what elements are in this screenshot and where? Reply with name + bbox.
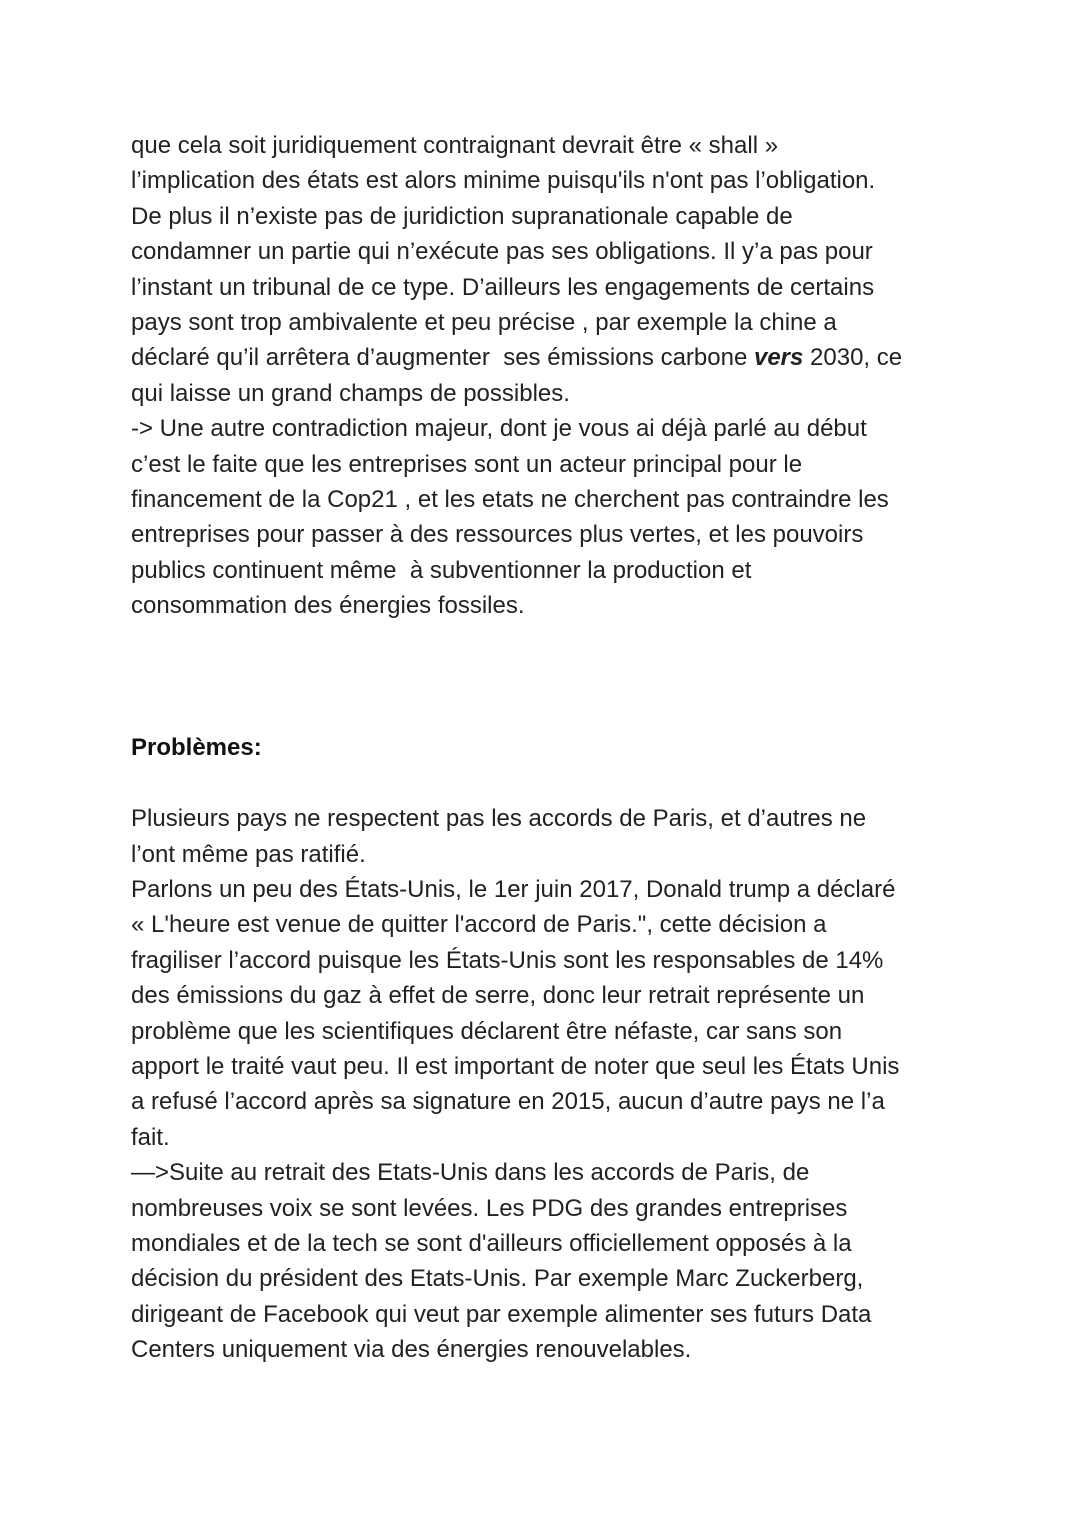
text-line: que cela soit juridiquement contraignant devrait être « shall » [131, 132, 779, 159]
section-heading: Problèmes: [131, 733, 262, 761]
text-line: financement de la Cop21 , et les etats ne cherchent pas contraindre les [131, 486, 889, 514]
text-line: l’instant un tribunal de ce type. D’ailleurs les engagements de certains [131, 273, 875, 301]
text-line: fragiliser l’accord puisque les États-Unis sont les responsables de 14% [131, 946, 884, 974]
text-line: condamner un partie qui n’exécute pas ses obligations. Il y’a pas pour [131, 238, 873, 266]
section-spacer [131, 765, 991, 801]
paragraph-problems [131, 801, 991, 1368]
text-line: dirigeant de Facebook qui veut par exemple alimenter ses futurs Data [131, 1300, 872, 1328]
paragraph-legal-obligations [131, 128, 991, 624]
text-line: consommation des énergies fossiles. [131, 592, 525, 620]
text-line: fait. [131, 1123, 170, 1151]
text-line: entreprises pour passer à des ressources plus vertes, et les pouvoirs [131, 521, 864, 549]
text-line: problème que les scientifiques déclarent être néfaste, car sans son [131, 1017, 843, 1045]
text-line: publics continuent même à subventionner la production et [131, 556, 752, 584]
text-line: pays sont trop ambivalente et peu précise , par exemple la chine a [131, 309, 837, 337]
text-fragment: 2030, ce [803, 344, 903, 372]
text-line: mondiales et de la tech se sont d'ailleurs officiellement opposés à la [131, 1229, 852, 1257]
text-line-with-emphasis [131, 340, 991, 375]
text-line: Parlons un peu des États-Unis, le 1er juin 2017, Donald trump a déclaré [131, 875, 896, 903]
text-line: -> Une autre contradiction majeur, dont je vous ai déjà parlé au début [131, 415, 867, 443]
text-line: apport le traité vaut peu. Il est important de noter que seul les États Unis [131, 1052, 900, 1080]
text-line: Centers uniquement via des énergies renouvelables. [131, 1336, 692, 1364]
text-line: De plus il n’existe pas de juridiction supranationale capable de [131, 202, 793, 230]
text-line: a refusé l’accord après sa signature en 2015, aucun d’autre pays ne l’a [131, 1088, 885, 1116]
document-page [131, 128, 991, 1368]
text-line: l’ont même pas ratifié. [131, 840, 366, 868]
text-line: l’implication des états est alors minime puisqu'ils n'ont pas l’obligation. [131, 167, 876, 195]
text-line: qui laisse un grand champs de possibles. [131, 379, 570, 407]
text-line: c’est le faite que les entreprises sont un acteur principal pour le [131, 450, 803, 478]
text-fragment: déclaré qu’il arrêtera d’augmenter ses émissions carbone [131, 344, 754, 372]
text-line: Plusieurs pays ne respectent pas les accords de Paris, et d’autres ne [131, 805, 867, 833]
text-line: « L'heure est venue de quitter l'accord de Paris.", cette décision a [131, 911, 827, 939]
text-line: décision du président des Etats-Unis. Par exemple Marc Zuckerberg, [131, 1265, 864, 1293]
text-line: nombreuses voix se sont levées. Les PDG des grandes entreprises [131, 1194, 848, 1222]
section-spacer [131, 624, 991, 730]
text-line: —>Suite au retrait des Etats-Unis dans les accords de Paris, de [131, 1159, 810, 1187]
emphasized-word: vers [753, 344, 804, 372]
text-line: des émissions du gaz à effet de serre, donc leur retrait représente un [131, 982, 865, 1010]
